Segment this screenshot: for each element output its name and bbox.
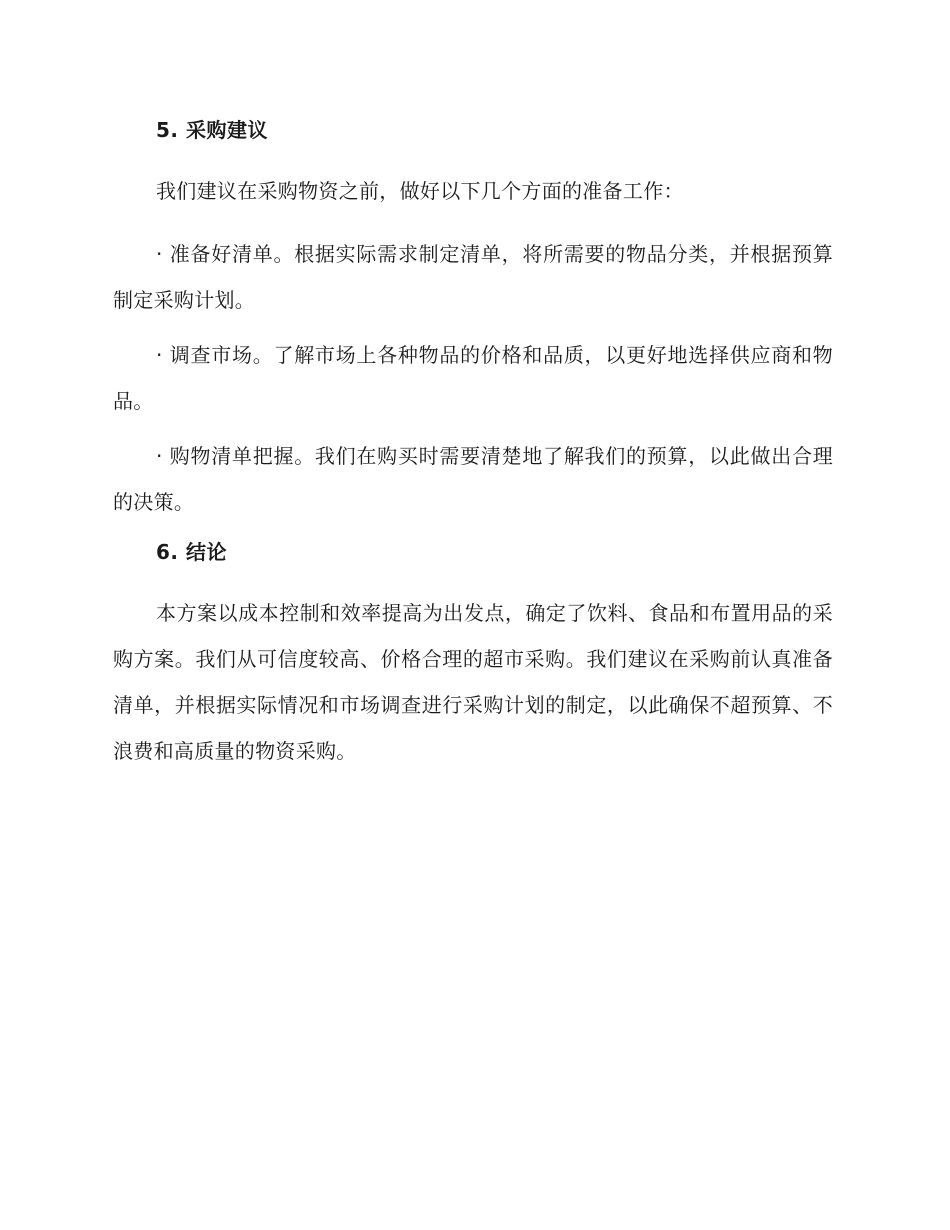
bullet-budget-control: · 购物清单把握。我们在购买时需要清楚地了解我们的预算，以此做出合理的决策。 [113, 444, 833, 514]
section-5-intro: 我们建议在采购物资之前，做好以下几个方面的准备工作： [156, 179, 684, 203]
section-5-heading: 5. 采购建议 [156, 118, 268, 142]
section-6-heading: 6. 结论 [156, 540, 227, 564]
section-6-body: 本方案以成本控制和效率提高为出发点，确定了饮料、食品和布置用品的采购方案。我们从可信度较高、价格合理的超市采购。我们建议在采购前认真准备清单，并根据实际情况和市场调查进行采购计划的制定，以此确保不超预算、不浪费和高质量的物资采购。 [113, 601, 833, 763]
document-content [113, 112, 833, 783]
bullet-market-research: · 调查市场。了解市场上各种物品的价格和品质，以更好地选择供应商和物品。 [113, 343, 833, 413]
bullet-prepare-list: · 准备好清单。根据实际需求制定清单，将所需要的物品分类，并根据预算制定采购计划。 [113, 242, 833, 312]
